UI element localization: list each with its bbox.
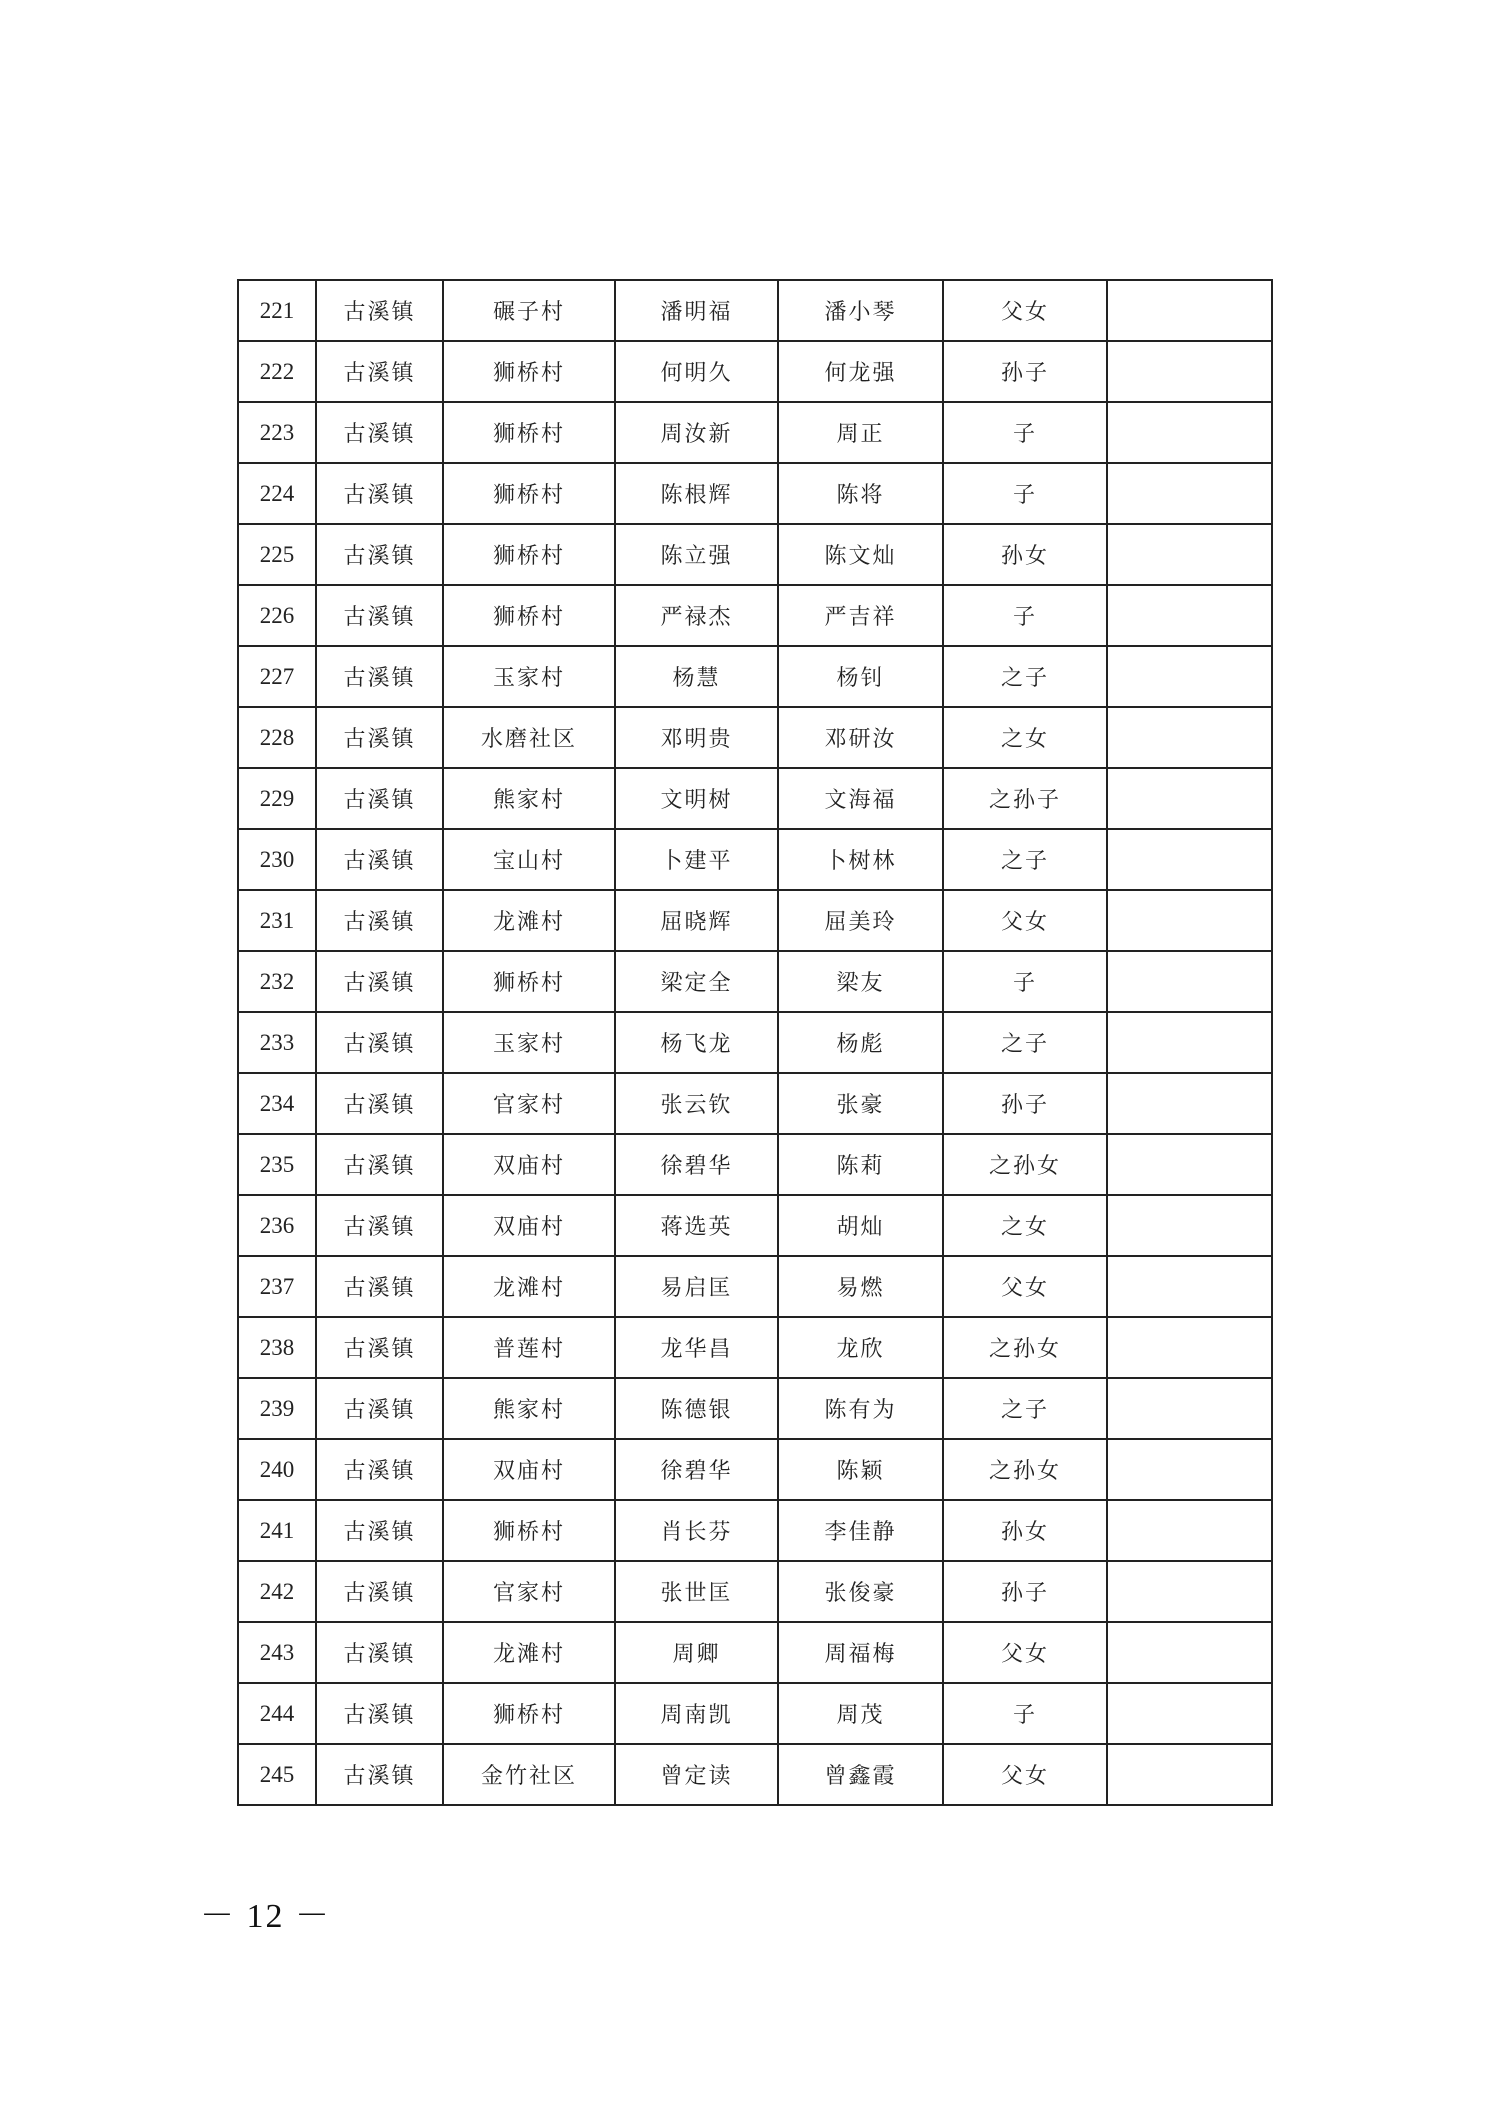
row-number: 237 [238,1256,316,1317]
village-cell: 双庙村 [443,1195,615,1256]
person-name-cell: 文明树 [615,768,778,829]
relationship-cell: 之女 [943,707,1107,768]
relationship-cell: 子 [943,402,1107,463]
remarks-cell [1107,1683,1272,1744]
town-cell: 古溪镇 [316,768,443,829]
relative-name-cell: 严吉祥 [778,585,943,646]
table-row [238,951,1272,1012]
village-cell: 碾子村 [443,280,615,341]
town-cell: 古溪镇 [316,1378,443,1439]
town-cell: 古溪镇 [316,524,443,585]
relationship-cell: 父女 [943,1744,1107,1805]
town-cell: 古溪镇 [316,402,443,463]
village-cell: 狮桥村 [443,463,615,524]
row-number: 232 [238,951,316,1012]
relationship-cell: 之子 [943,829,1107,890]
remarks-cell [1107,1195,1272,1256]
relative-name-cell: 陈莉 [778,1134,943,1195]
village-cell: 狮桥村 [443,1683,615,1744]
relationship-cell: 孙子 [943,1073,1107,1134]
village-cell: 狮桥村 [443,524,615,585]
relative-name-cell: 何龙强 [778,341,943,402]
row-number: 239 [238,1378,316,1439]
town-cell: 古溪镇 [316,1561,443,1622]
village-cell: 熊家村 [443,1378,615,1439]
town-cell: 古溪镇 [316,585,443,646]
person-name-cell: 周卿 [615,1622,778,1683]
table-row [238,1073,1272,1134]
person-name-cell: 肖长芬 [615,1500,778,1561]
person-name-cell: 徐碧华 [615,1439,778,1500]
relative-name-cell: 龙欣 [778,1317,943,1378]
person-name-cell: 张世匡 [615,1561,778,1622]
person-name-cell: 曾定读 [615,1744,778,1805]
relationship-cell: 孙子 [943,1561,1107,1622]
relationship-cell: 子 [943,463,1107,524]
person-name-cell: 杨飞龙 [615,1012,778,1073]
relative-name-cell: 周正 [778,402,943,463]
table-row [238,341,1272,402]
roster-table [237,279,1273,1806]
relationship-cell: 之孙女 [943,1317,1107,1378]
table-row [238,524,1272,585]
village-cell: 金竹社区 [443,1744,615,1805]
row-number: 222 [238,341,316,402]
remarks-cell [1107,1378,1272,1439]
row-number: 244 [238,1683,316,1744]
village-cell: 官家村 [443,1073,615,1134]
relative-name-cell: 易燃 [778,1256,943,1317]
remarks-cell [1107,1256,1272,1317]
table-row [238,585,1272,646]
row-number: 226 [238,585,316,646]
village-cell: 宝山村 [443,829,615,890]
village-cell: 玉家村 [443,1012,615,1073]
person-name-cell: 潘明福 [615,280,778,341]
relative-name-cell: 曾鑫霞 [778,1744,943,1805]
table-row [238,280,1272,341]
person-name-cell: 何明久 [615,341,778,402]
remarks-cell [1107,1012,1272,1073]
relative-name-cell: 周茂 [778,1683,943,1744]
remarks-cell [1107,890,1272,951]
table-row [238,1439,1272,1500]
row-number: 245 [238,1744,316,1805]
table-row [238,1256,1272,1317]
relative-name-cell: 屈美玲 [778,890,943,951]
remarks-cell [1107,768,1272,829]
relative-name-cell: 邓研汝 [778,707,943,768]
relative-name-cell: 陈有为 [778,1378,943,1439]
town-cell: 古溪镇 [316,951,443,1012]
remarks-cell [1107,1073,1272,1134]
town-cell: 古溪镇 [316,1500,443,1561]
relationship-cell: 父女 [943,1256,1107,1317]
relationship-cell: 子 [943,1683,1107,1744]
village-cell: 官家村 [443,1561,615,1622]
person-name-cell: 屈晓辉 [615,890,778,951]
remarks-cell [1107,646,1272,707]
table-row [238,768,1272,829]
town-cell: 古溪镇 [316,646,443,707]
relative-name-cell: 杨钊 [778,646,943,707]
row-number: 243 [238,1622,316,1683]
row-number: 242 [238,1561,316,1622]
relative-name-cell: 张俊豪 [778,1561,943,1622]
town-cell: 古溪镇 [316,1744,443,1805]
person-name-cell: 陈立强 [615,524,778,585]
relative-name-cell: 陈将 [778,463,943,524]
town-cell: 古溪镇 [316,1012,443,1073]
table-row [238,1012,1272,1073]
town-cell: 古溪镇 [316,1317,443,1378]
town-cell: 古溪镇 [316,707,443,768]
table-row [238,1744,1272,1805]
row-number: 228 [238,707,316,768]
relationship-cell: 孙女 [943,524,1107,585]
town-cell: 古溪镇 [316,1622,443,1683]
person-name-cell: 周汝新 [615,402,778,463]
remarks-cell [1107,341,1272,402]
person-name-cell: 易启匡 [615,1256,778,1317]
table-row [238,829,1272,890]
person-name-cell: 蒋选英 [615,1195,778,1256]
town-cell: 古溪镇 [316,1134,443,1195]
row-number: 233 [238,1012,316,1073]
relative-name-cell: 周福梅 [778,1622,943,1683]
relationship-cell: 之孙女 [943,1134,1107,1195]
person-name-cell: 徐碧华 [615,1134,778,1195]
village-cell: 普莲村 [443,1317,615,1378]
table-row [238,463,1272,524]
town-cell: 古溪镇 [316,1256,443,1317]
roster-table-body [238,280,1272,1805]
town-cell: 古溪镇 [316,1073,443,1134]
village-cell: 双庙村 [443,1134,615,1195]
person-name-cell: 卜建平 [615,829,778,890]
village-cell: 熊家村 [443,768,615,829]
row-number: 223 [238,402,316,463]
relationship-cell: 之孙子 [943,768,1107,829]
row-number: 241 [238,1500,316,1561]
table-row [238,890,1272,951]
row-number: 236 [238,1195,316,1256]
remarks-cell [1107,463,1272,524]
village-cell: 狮桥村 [443,1500,615,1561]
town-cell: 古溪镇 [316,1683,443,1744]
page-number: － 12 － [200,1898,331,1935]
town-cell: 古溪镇 [316,280,443,341]
relationship-cell: 父女 [943,1622,1107,1683]
remarks-cell [1107,1500,1272,1561]
relative-name-cell: 李佳静 [778,1500,943,1561]
relative-name-cell: 陈文灿 [778,524,943,585]
person-name-cell: 梁定全 [615,951,778,1012]
relationship-cell: 之孙女 [943,1439,1107,1500]
town-cell: 古溪镇 [316,341,443,402]
relationship-cell: 孙女 [943,1500,1107,1561]
table-row [238,1500,1272,1561]
person-name-cell: 陈德银 [615,1378,778,1439]
relationship-cell: 之子 [943,646,1107,707]
table-row [238,707,1272,768]
table-row [238,1683,1272,1744]
person-name-cell: 陈根辉 [615,463,778,524]
table-row [238,1622,1272,1683]
row-number: 221 [238,280,316,341]
remarks-cell [1107,402,1272,463]
village-cell: 狮桥村 [443,402,615,463]
relative-name-cell: 卜树林 [778,829,943,890]
relative-name-cell: 潘小琴 [778,280,943,341]
remarks-cell [1107,829,1272,890]
person-name-cell: 严禄杰 [615,585,778,646]
relationship-cell: 之子 [943,1012,1107,1073]
person-name-cell: 龙华昌 [615,1317,778,1378]
relative-name-cell: 梁友 [778,951,943,1012]
town-cell: 古溪镇 [316,890,443,951]
remarks-cell [1107,524,1272,585]
table-row [238,1195,1272,1256]
person-name-cell: 周南凯 [615,1683,778,1744]
remarks-cell [1107,1622,1272,1683]
village-cell: 龙滩村 [443,890,615,951]
remarks-cell [1107,1134,1272,1195]
row-number: 224 [238,463,316,524]
relationship-cell: 子 [943,585,1107,646]
town-cell: 古溪镇 [316,829,443,890]
row-number: 231 [238,890,316,951]
row-number: 227 [238,646,316,707]
remarks-cell [1107,280,1272,341]
village-cell: 双庙村 [443,1439,615,1500]
town-cell: 古溪镇 [316,463,443,524]
relative-name-cell: 杨彪 [778,1012,943,1073]
row-number: 229 [238,768,316,829]
village-cell: 狮桥村 [443,341,615,402]
relative-name-cell: 陈颖 [778,1439,943,1500]
relationship-cell: 父女 [943,890,1107,951]
town-cell: 古溪镇 [316,1439,443,1500]
relative-name-cell: 文海福 [778,768,943,829]
table-row [238,1317,1272,1378]
relationship-cell: 之女 [943,1195,1107,1256]
relative-name-cell: 胡灿 [778,1195,943,1256]
row-number: 238 [238,1317,316,1378]
remarks-cell [1107,707,1272,768]
relationship-cell: 子 [943,951,1107,1012]
remarks-cell [1107,1744,1272,1805]
row-number: 234 [238,1073,316,1134]
person-name-cell: 邓明贵 [615,707,778,768]
table-row [238,1134,1272,1195]
person-name-cell: 杨慧 [615,646,778,707]
village-cell: 龙滩村 [443,1622,615,1683]
relationship-cell: 孙子 [943,341,1107,402]
person-name-cell: 张云钦 [615,1073,778,1134]
village-cell: 玉家村 [443,646,615,707]
relative-name-cell: 张豪 [778,1073,943,1134]
village-cell: 狮桥村 [443,585,615,646]
relationship-cell: 之子 [943,1378,1107,1439]
remarks-cell [1107,1561,1272,1622]
village-cell: 龙滩村 [443,1256,615,1317]
remarks-cell [1107,1439,1272,1500]
village-cell: 狮桥村 [443,951,615,1012]
row-number: 240 [238,1439,316,1500]
table-row [238,1378,1272,1439]
remarks-cell [1107,585,1272,646]
row-number: 235 [238,1134,316,1195]
table-row [238,402,1272,463]
table-row [238,646,1272,707]
remarks-cell [1107,951,1272,1012]
row-number: 225 [238,524,316,585]
relationship-cell: 父女 [943,280,1107,341]
village-cell: 水磨社区 [443,707,615,768]
row-number: 230 [238,829,316,890]
table-row [238,1561,1272,1622]
town-cell: 古溪镇 [316,1195,443,1256]
remarks-cell [1107,1317,1272,1378]
